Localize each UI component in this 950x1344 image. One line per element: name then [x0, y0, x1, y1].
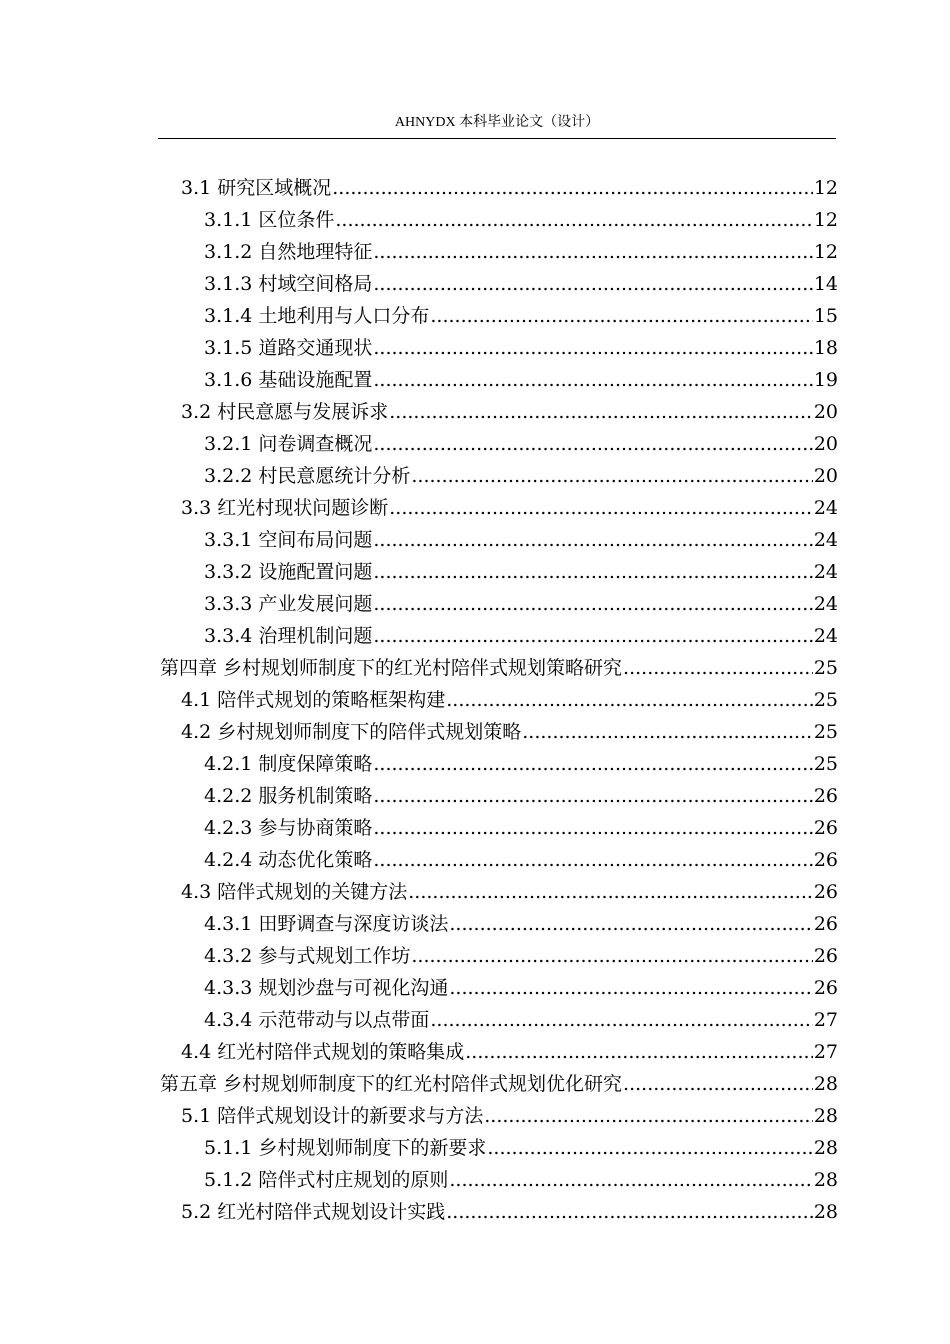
toc-entry-page: 26: [813, 881, 838, 903]
header-text: AHNYDX 本科毕业论文（设计）: [394, 115, 600, 130]
toc-entry-page: 20: [813, 401, 838, 423]
toc-entry[interactable]: [160, 524, 838, 556]
toc-entry[interactable]: [160, 908, 838, 940]
toc-entry-title: 5.1.1 乡村规划师制度下的新要求: [204, 1137, 487, 1159]
toc-leader-dots: [373, 268, 812, 300]
toc-entry[interactable]: [160, 300, 838, 332]
toc-leader-dots: [373, 524, 812, 556]
toc-leader-dots: [373, 620, 812, 652]
toc-entry-page: 26: [813, 945, 838, 967]
toc-entry[interactable]: [160, 268, 838, 300]
toc-entry-title: 4.4 红光村陪伴式规划的策略集成: [181, 1041, 465, 1063]
toc-entry-title: 3.1.6 基础设施配置: [204, 369, 373, 391]
toc-entry-page: 24: [813, 497, 838, 519]
toc-entry-title: 3.3.3 产业发展问题: [204, 593, 373, 615]
toc-entry-page: 24: [813, 529, 838, 551]
toc-entry-page: 24: [813, 625, 838, 647]
toc-entry-title: 3.1.2 自然地理特征: [204, 241, 373, 263]
toc-entry-title: 4.2.2 服务机制策略: [204, 785, 373, 807]
toc-entry-page: 20: [813, 433, 838, 455]
toc-entry-title: 4.3 陪伴式规划的关键方法: [181, 881, 408, 903]
toc-entry-title: 4.1 陪伴式规划的策略框架构建: [181, 689, 446, 711]
toc-leader-dots: [373, 332, 812, 364]
toc-entry[interactable]: [160, 364, 838, 396]
toc-entry-page: 26: [813, 849, 838, 871]
toc-entry[interactable]: [160, 940, 838, 972]
toc-entry[interactable]: [160, 172, 838, 204]
toc-entry-page: 24: [813, 593, 838, 615]
toc-entry-title: 5.2 红光村陪伴式规划设计实践: [181, 1201, 446, 1223]
toc-entry-title: 4.3.2 参与式规划工作坊: [204, 945, 411, 967]
toc-leader-dots: [373, 364, 812, 396]
toc-entry-page: 25: [813, 753, 838, 775]
toc-entry-page: 25: [813, 657, 838, 679]
toc-entry[interactable]: [160, 844, 838, 876]
page-header: [158, 113, 836, 139]
toc-entry[interactable]: [160, 620, 838, 652]
toc-entry[interactable]: [160, 812, 838, 844]
toc-entry[interactable]: [160, 428, 838, 460]
toc-leader-dots: [335, 204, 812, 236]
header-rule: [158, 138, 836, 139]
toc-leader-dots: [408, 876, 813, 908]
toc-entry-title: 第五章 乡村规划师制度下的红光村陪伴式规划优化研究: [160, 1073, 623, 1095]
toc-leader-dots: [484, 1100, 813, 1132]
toc-entry-title: 5.1 陪伴式规划设计的新要求与方法: [181, 1105, 484, 1127]
toc-entry-page: 25: [813, 721, 838, 743]
toc-entry-page: 26: [813, 817, 838, 839]
toc-entry-page: 20: [813, 465, 838, 487]
toc-entry-title: 3.2.1 问卷调查概况: [204, 433, 373, 455]
toc-leader-dots: [411, 940, 812, 972]
toc-entry[interactable]: [160, 716, 838, 748]
toc-leader-dots: [623, 1068, 813, 1100]
toc-entry-title: 4.3.3 规划沙盘与可视化沟通: [204, 977, 449, 999]
toc-leader-dots: [373, 556, 812, 588]
toc-entry-title: 4.2.3 参与协商策略: [204, 817, 373, 839]
toc-entry[interactable]: [160, 1196, 838, 1228]
toc-entry-page: 28: [813, 1137, 838, 1159]
toc-entry-page: 15: [813, 305, 838, 327]
toc-entry-title: 3.1.5 道路交通现状: [204, 337, 373, 359]
toc-entry-page: 12: [813, 241, 838, 263]
toc-leader-dots: [373, 428, 812, 460]
toc-leader-dots: [487, 1132, 812, 1164]
toc-entry[interactable]: [160, 1132, 838, 1164]
toc-entry-page: 28: [813, 1105, 838, 1127]
toc-entry-title: 3.1 研究区域概况: [181, 177, 332, 199]
toc-leader-dots: [623, 652, 813, 684]
toc-entry[interactable]: [160, 236, 838, 268]
toc-entry-page: 28: [813, 1073, 838, 1095]
toc-entry-page: 26: [813, 913, 838, 935]
toc-entry-page: 26: [813, 785, 838, 807]
toc-entry-title: 3.3 红光村现状问题诊断: [181, 497, 389, 519]
toc-leader-dots: [430, 300, 812, 332]
toc-entry-title: 3.3.2 设施配置问题: [204, 561, 373, 583]
toc-entry[interactable]: [160, 492, 838, 524]
toc-entry-page: 12: [813, 209, 838, 231]
toc-leader-dots: [411, 460, 812, 492]
toc-entry-title: 3.1.4 土地利用与人口分布: [204, 305, 430, 327]
toc-entry-title: 4.2 乡村规划师制度下的陪伴式规划策略: [181, 721, 522, 743]
toc-leader-dots: [449, 908, 812, 940]
toc-leader-dots: [332, 172, 813, 204]
toc-entry[interactable]: [160, 876, 838, 908]
toc-entry[interactable]: [160, 332, 838, 364]
toc-entry-page: 27: [813, 1041, 838, 1063]
toc-entry[interactable]: [160, 1068, 838, 1100]
toc-entry[interactable]: [160, 460, 838, 492]
toc-leader-dots: [446, 1196, 813, 1228]
toc-leader-dots: [373, 780, 812, 812]
toc-leader-dots: [389, 492, 813, 524]
toc-entry[interactable]: [160, 1164, 838, 1196]
toc-entry[interactable]: [160, 396, 838, 428]
toc-leader-dots: [389, 396, 813, 428]
toc-leader-dots: [373, 588, 812, 620]
toc-entry[interactable]: [160, 684, 838, 716]
toc-leader-dots: [373, 748, 812, 780]
toc-leader-dots: [449, 972, 812, 1004]
toc-entry-page: 28: [813, 1169, 838, 1191]
toc-entry[interactable]: [160, 556, 838, 588]
table-of-contents: [160, 172, 838, 1228]
toc-entry[interactable]: [160, 652, 838, 684]
toc-leader-dots: [522, 716, 813, 748]
toc-leader-dots: [373, 236, 812, 268]
toc-entry[interactable]: [160, 748, 838, 780]
toc-leader-dots: [446, 684, 813, 716]
toc-entry-page: 25: [813, 689, 838, 711]
toc-entry-title: 5.1.2 陪伴式村庄规划的原则: [204, 1169, 449, 1191]
toc-entry-page: 14: [813, 273, 838, 295]
toc-entry[interactable]: [160, 972, 838, 1004]
toc-entry-title: 4.3.4 示范带动与以点带面: [204, 1009, 430, 1031]
toc-entry-page: 24: [813, 561, 838, 583]
toc-leader-dots: [465, 1036, 813, 1068]
toc-entry[interactable]: [160, 204, 838, 236]
toc-entry-page: 19: [813, 369, 838, 391]
toc-entry[interactable]: [160, 1100, 838, 1132]
toc-leader-dots: [430, 1004, 812, 1036]
toc-entry-page: 27: [813, 1009, 838, 1031]
toc-entry[interactable]: [160, 588, 838, 620]
toc-entry-title: 3.3.4 治理机制问题: [204, 625, 373, 647]
toc-leader-dots: [449, 1164, 812, 1196]
toc-entry[interactable]: [160, 780, 838, 812]
toc-leader-dots: [373, 844, 812, 876]
toc-entry[interactable]: [160, 1004, 838, 1036]
toc-entry-title: 4.2.4 动态优化策略: [204, 849, 373, 871]
toc-entry[interactable]: [160, 1036, 838, 1068]
toc-entry-page: 18: [813, 337, 838, 359]
toc-entry-title: 3.2.2 村民意愿统计分析: [204, 465, 411, 487]
toc-entry-title: 3.2 村民意愿与发展诉求: [181, 401, 389, 423]
toc-entry-title: 第四章 乡村规划师制度下的红光村陪伴式规划策略研究: [160, 657, 623, 679]
toc-entry-page: 26: [813, 977, 838, 999]
toc-entry-page: 12: [813, 177, 838, 199]
toc-entry-page: 28: [813, 1201, 838, 1223]
toc-entry-title: 3.1.1 区位条件: [204, 209, 335, 231]
toc-leader-dots: [373, 812, 812, 844]
toc-entry-title: 3.1.3 村域空间格局: [204, 273, 373, 295]
toc-entry-title: 3.3.1 空间布局问题: [204, 529, 373, 551]
toc-entry-title: 4.2.1 制度保障策略: [204, 753, 373, 775]
toc-entry-title: 4.3.1 田野调查与深度访谈法: [204, 913, 449, 935]
